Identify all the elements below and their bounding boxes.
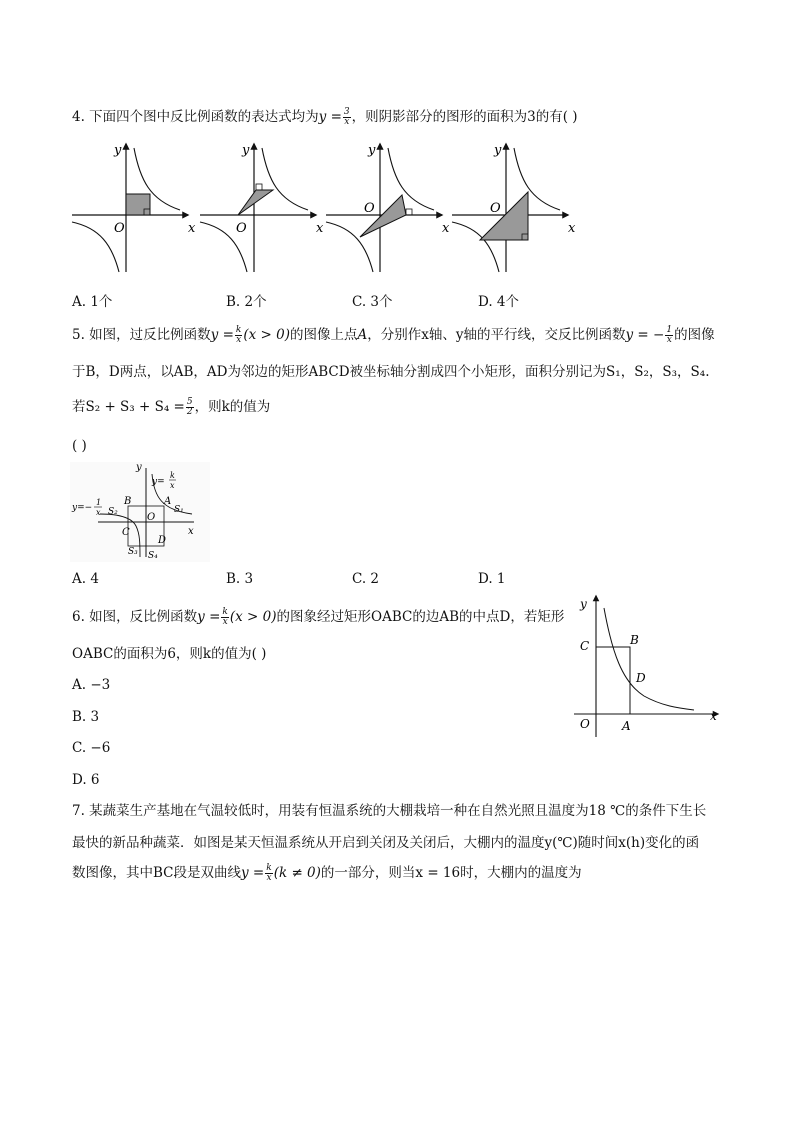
q5-label-s3: S₃ xyxy=(128,547,138,557)
q5-line-2: 于B，D两点，以AB，AD为邻边的矩形ABCD被坐标轴分割成四个小矩形，面积分别记为S₁，S₂，S₃，S₄. xyxy=(72,364,710,380)
q5-y-label: y xyxy=(136,462,142,473)
q4-g2-x-label: x xyxy=(316,221,324,236)
q4-g4-y-label: y xyxy=(494,143,502,158)
q6-option-c[interactable]: C. −6 xyxy=(72,740,111,756)
q4-g2-origin: O xyxy=(236,221,247,236)
q5-label-s2: S₂ xyxy=(108,507,118,517)
q4-graph-1 xyxy=(72,143,196,272)
q6-label-a: A xyxy=(622,719,631,733)
q7-line-3: 数图像，其中BC段是双曲线y = $\frac{k}{x}$ (k ≠ 0)的一部分，则当x = 16时，大棚内的温度为 xyxy=(72,863,582,883)
q4-g3-y-label: y xyxy=(368,143,376,158)
q6-label-b: B xyxy=(630,633,639,647)
q5-fn-right: y= xyxy=(152,477,165,487)
q4-g4-x-label: x xyxy=(568,221,576,236)
q5-label-b: B xyxy=(124,496,132,507)
q5-option-b[interactable]: B. 3 xyxy=(226,571,254,587)
q6-figure xyxy=(574,592,724,742)
q5-label-d: D xyxy=(158,535,167,546)
q4-g2-y-label: y xyxy=(242,143,250,158)
q5-label-c: C xyxy=(122,527,130,538)
q5-option-d[interactable]: D. 1 xyxy=(478,571,506,587)
q4-g1-y-label: y xyxy=(114,143,122,158)
q4-g1-x-label: x xyxy=(188,221,196,236)
q5-fn-left-num: 1 xyxy=(96,498,102,507)
q4-option-c[interactable]: C. 3个 xyxy=(352,294,393,310)
q4-option-d[interactable]: D. 4个 xyxy=(478,294,520,310)
q6-option-d[interactable]: D. 6 xyxy=(72,772,100,788)
q5-label-o: O xyxy=(147,512,156,523)
q4-graph-3 xyxy=(326,143,450,272)
q7-line-2: 最快的新品种蔬菜．如图是某天恒温系统从开启到关闭及关闭后，大棚内的温度y(℃)随时间x(h)变化的函 xyxy=(72,835,700,851)
q5-fn-left-den: x xyxy=(96,508,101,517)
q4-g1-origin: O xyxy=(114,221,125,236)
q4-g3-origin: O xyxy=(364,201,375,216)
q5-label-a: A xyxy=(164,496,172,507)
q4-g4-origin: O xyxy=(490,201,501,216)
q6-option-b[interactable]: B. 3 xyxy=(72,709,100,725)
q4-g3-x-label: x xyxy=(442,221,450,236)
q5-fn-right-num: k xyxy=(170,471,175,480)
q5-figure xyxy=(70,462,210,562)
q4-option-a[interactable]: A. 1个 xyxy=(72,294,113,310)
q6-y-label: y xyxy=(580,597,587,611)
q5-fn-left: y=− xyxy=(72,503,93,513)
q6-line-2: OABC的面积为6，则k的值为( ) xyxy=(72,646,267,662)
q6-label-d: D xyxy=(636,671,646,685)
q4-graph-2 xyxy=(200,143,324,272)
q5-line-1: 5. 如图，过反比例函数y = $\frac{k}{x}$ (x > 0)的图像上点A，分别作x轴、y轴的平行线，交反比例函数y = − $\frac{1}{x}$ 的图像 xyxy=(72,325,715,345)
q6-label-o: O xyxy=(580,717,590,731)
q5-label-s1: S₁ xyxy=(174,505,184,515)
q5-x-label: x xyxy=(188,526,194,537)
q5-paren: ( ) xyxy=(72,438,87,454)
q5-option-c[interactable]: C. 2 xyxy=(352,571,380,587)
q5-fn-right-den: x xyxy=(170,481,175,490)
q4-fraction: $\frac{3}{x}$ xyxy=(343,107,350,127)
q4-stem: 4. 下面四个图中反比例函数的表达式均为y = $\frac{3}{x}$ ，则阴影部分的图形的面积为3的有( ) xyxy=(72,107,578,127)
q6-option-a[interactable]: A. −3 xyxy=(72,677,111,693)
q5-option-a[interactable]: A. 4 xyxy=(72,571,99,587)
q5-label-s4: S₄ xyxy=(148,551,158,561)
q4-graphs xyxy=(70,140,590,280)
q4-option-b[interactable]: B. 2个 xyxy=(226,294,267,310)
q6-label-c: C xyxy=(580,639,590,653)
q6-line-1: 6. 如图，反比例函数y = $\frac{k}{x}$ (x > 0)的图象经过矩形OABC的边AB的中点D，若矩形 xyxy=(72,607,565,627)
q5-line-3: 若S₂ + S₃ + S₄ = $\frac{5}{2}$ ，则k的值为 xyxy=(72,397,271,417)
q7-line-1: 7. 某蔬菜生产基地在气温较低时，用装有恒温系统的大棚栽培一种在自然光照且温度为18 ℃的条件下生长 xyxy=(72,803,707,819)
q4-graph-4 xyxy=(452,143,576,272)
q6-x-label: x xyxy=(710,709,717,723)
